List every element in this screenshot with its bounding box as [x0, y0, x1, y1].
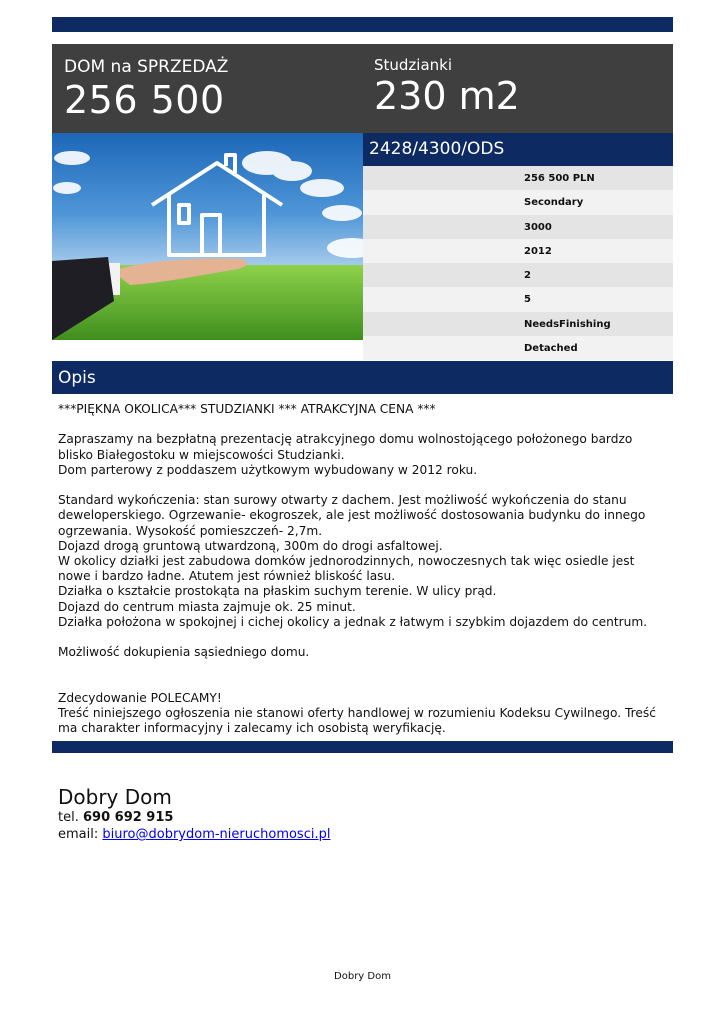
description-line: Standard wykończenia: stan surowy otwarty z dachem. Jest możliwość wykończenia do stanu	[58, 493, 627, 508]
agency-contact	[58, 785, 330, 843]
detail-row	[363, 239, 673, 263]
listing-price: 256 500	[64, 78, 225, 122]
phone-label: tel.	[58, 810, 79, 825]
page-footer: Dobry Dom	[334, 971, 391, 982]
description-heading: Opis	[58, 368, 96, 388]
detail-row	[363, 312, 673, 336]
description-line: W okolicy działki jest zabudowa domków jednorodzinnych, nowoczesnych tak więc osiedle jest	[58, 554, 635, 568]
description-text	[58, 402, 668, 736]
description-blank-line	[58, 660, 668, 675]
email-link[interactable]: biuro@dobrydom-nieruchomosci.pl	[102, 827, 331, 842]
description-line: Zdecydowanie POLECAMY!	[58, 690, 222, 705]
listing-area: 230 m2	[374, 74, 520, 118]
detail-row	[363, 215, 673, 239]
description-line: ma charakter informacyjny i zalecamy ich osobistą weryfikację.	[58, 721, 446, 736]
detail-value: Detached	[524, 343, 578, 355]
listing-type: DOM na SPRZEDAŻ	[64, 57, 229, 77]
phone-line	[58, 809, 330, 826]
description-blank-line	[58, 417, 668, 432]
description-line: Dojazd do centrum miasta zajmuje ok. 25 minut.	[58, 599, 356, 614]
description-line: Możliwość dokupienia sąsiedniego domu.	[58, 645, 310, 660]
detail-value: NeedsFinishing	[524, 318, 611, 330]
description-blank-line	[58, 478, 668, 493]
detail-value: 2012	[524, 245, 552, 257]
description-line: ogrzewania. Wysokość pomieszczeń- 2,7m.	[58, 523, 323, 538]
detail-row	[363, 287, 673, 311]
detail-value: 256 500 PLN	[524, 173, 595, 184]
description-line: Dojazd drogą gruntową utwardzoną, 300m do drogi asfaltowej.	[58, 538, 443, 553]
agency-name: Dobry Dom	[58, 785, 172, 809]
top-stripe	[52, 17, 673, 32]
detail-value: 5	[524, 294, 531, 306]
detail-row	[363, 190, 673, 214]
description-line: nowe i bardzo ładne. Atutem jest również bliskość lasu.	[58, 569, 396, 584]
bottom-stripe	[52, 741, 673, 753]
description-line: Działka o kształcie prostokąta na płaskim suchym terenie. W ulicy prąd.	[58, 584, 497, 599]
detail-row	[363, 166, 673, 190]
description-blank-line	[58, 630, 668, 645]
description-line: deweloperskiego. Ogrzewanie- ekogroszek, ale jest możliwość dostosowania budynku do innego	[58, 508, 646, 523]
description-line: ***PIĘKNA OKOLICA*** STUDZIANKI *** ATRAKCYJNA CENA ***	[58, 402, 436, 416]
detail-value: Secondary	[524, 197, 584, 209]
property-photo	[52, 133, 363, 340]
email-label: email:	[58, 827, 99, 842]
phone-number: 690 692 915	[82, 810, 174, 825]
description-line: Działka położona w spokojnej i cichej okolicy a jednak z łatwym i szybkim dojazdem do centrum.	[58, 614, 648, 629]
reference-number: 2428/4300/ODS	[369, 139, 505, 159]
details-table	[363, 166, 673, 360]
listing-header	[52, 44, 673, 133]
email-line	[58, 826, 330, 843]
listing-location: Studzianki	[374, 56, 453, 74]
description-line: Treść niniejszego ogłoszenia nie stanowi oferty handlowej w rozumieniu Kodeksu Cywilnego. Treść	[58, 705, 656, 720]
description-line: blisko Białegostoku w miejscowości Studzianki.	[58, 447, 345, 462]
reference-bar	[363, 133, 673, 166]
description-blank-line	[58, 676, 668, 691]
detail-row	[363, 336, 673, 360]
detail-row	[363, 263, 673, 287]
detail-value: 3000	[524, 221, 552, 233]
description-line: Dom parterowy z poddaszem użytkowym wybudowany w 2012 roku.	[58, 462, 478, 477]
detail-value: 2	[524, 270, 531, 282]
description-line: Zapraszamy na bezpłatną prezentację atrakcyjnego domu wolnostojącego położonego bardzo	[58, 432, 633, 447]
description-heading-bar	[52, 361, 673, 394]
